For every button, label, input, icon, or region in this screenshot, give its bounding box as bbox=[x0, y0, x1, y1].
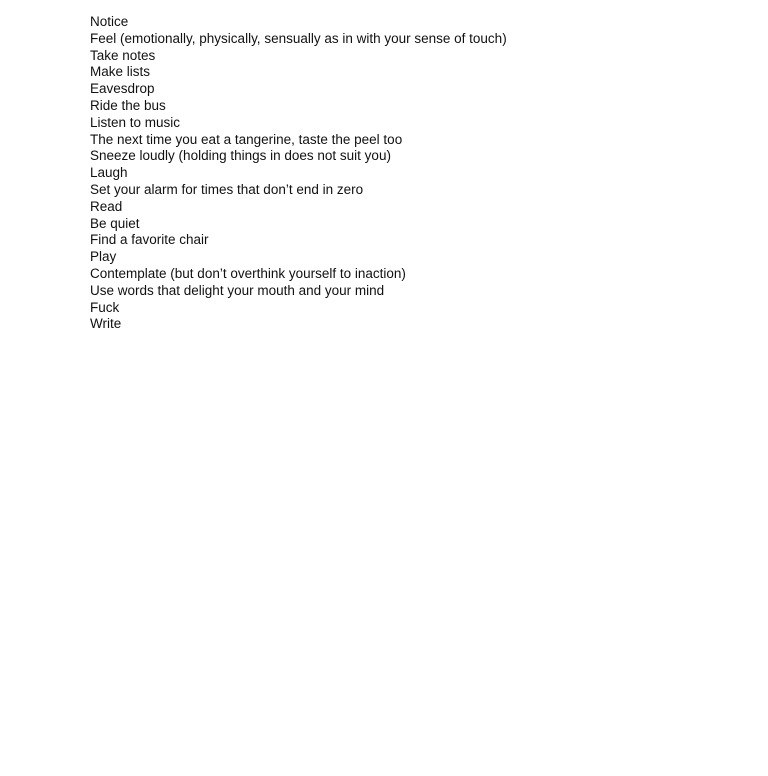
list-item: Find a favorite chair bbox=[90, 232, 209, 248]
list-item: Be quiet bbox=[90, 215, 140, 231]
list-item: Contemplate (but don’t overthink yourself to inaction) bbox=[90, 265, 406, 281]
list-item: The next time you eat a tangerine, taste the peel too bbox=[90, 131, 403, 147]
list-item: Write bbox=[90, 316, 122, 332]
list-item: Listen to music bbox=[90, 114, 181, 130]
text-list bbox=[90, 14, 507, 333]
list-item: Set your alarm for times that don’t end in zero bbox=[90, 181, 364, 197]
list-item: Fuck bbox=[90, 299, 120, 315]
list-item: Sneeze loudly (holding things in does not suit you) bbox=[90, 148, 391, 164]
list-item: Make lists bbox=[90, 64, 151, 80]
list-item: Read bbox=[90, 198, 123, 214]
list-item: Notice bbox=[90, 14, 129, 29]
list-item: Eavesdrop bbox=[90, 81, 155, 97]
list-item: Ride the bus bbox=[90, 97, 166, 113]
list-item: Laugh bbox=[90, 165, 128, 181]
list-item: Play bbox=[90, 249, 117, 265]
list-item: Feel (emotionally, physically, sensually as in with your sense of touch) bbox=[90, 30, 507, 46]
list-item: Take notes bbox=[90, 47, 156, 63]
list-item: Use words that delight your mouth and your mind bbox=[90, 282, 385, 298]
